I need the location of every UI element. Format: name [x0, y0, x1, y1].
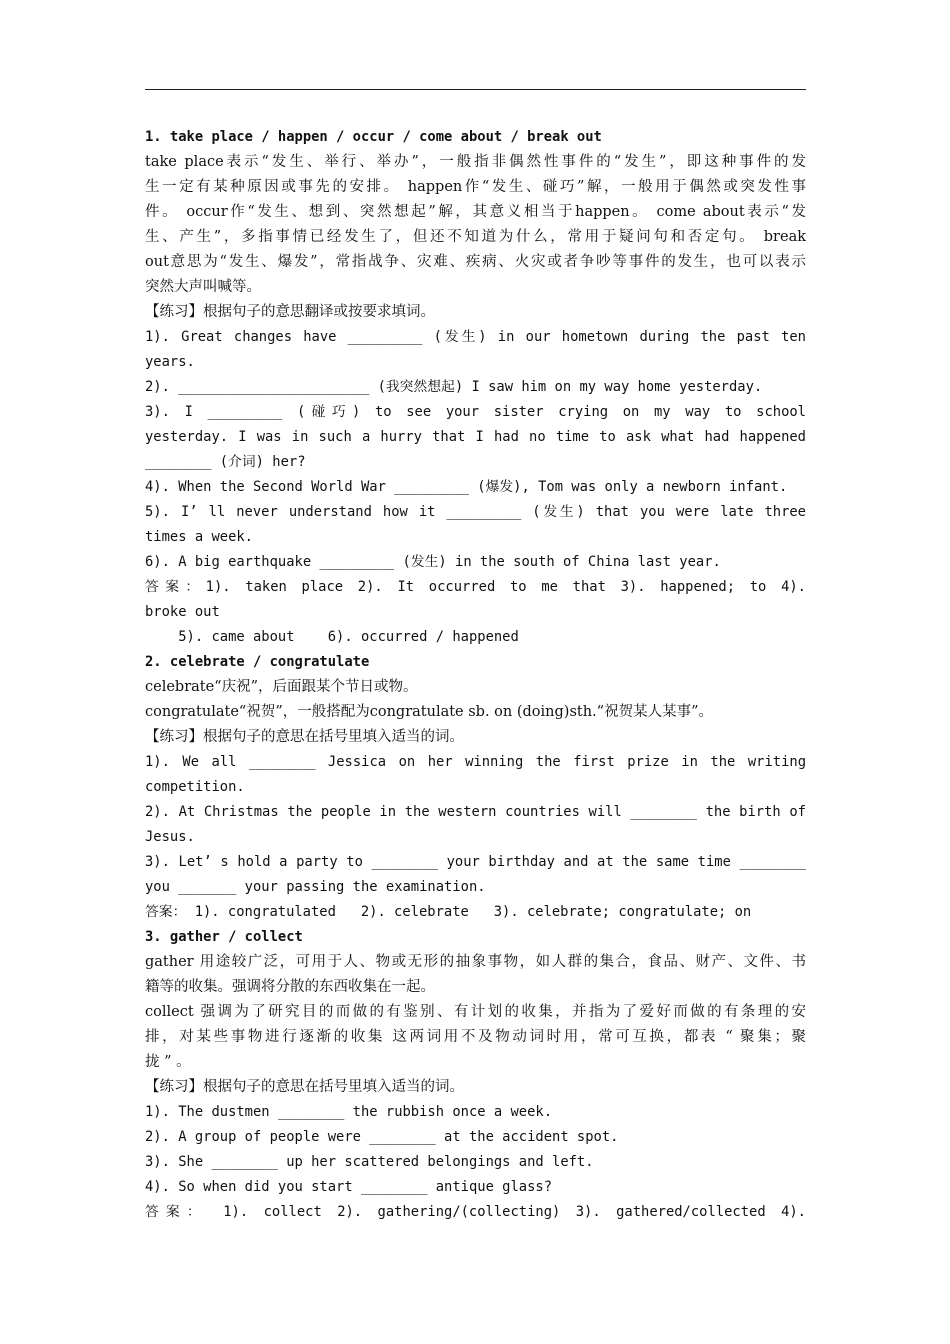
- text-line: out意思为“发生、爆发”，常指战争、灾难、疾病、火灾或者争吵等事件的发生，也可以表示: [145, 254, 806, 270]
- text-line: 答案： 1). congratulated 2). celebrate 3). celebrate; congratulate; on: [145, 904, 752, 920]
- text-line: 【练习】根据句子的意思在括号里填入适当的词。: [145, 1079, 464, 1095]
- text-line: 突然大声叫喊等。: [145, 279, 261, 295]
- text-line: 件。 occur作“发生、想到、突然想起”解，其意义相当于happen。 come about表示“发: [145, 204, 806, 220]
- text-line: take place表示“发生、举行、举办”，一般指非偶然性事件的“发生”，即这种事件的发: [145, 154, 806, 170]
- text-line: yesterday. I was in such a hurry that I had no time to ask what had happened: [145, 429, 806, 445]
- text-line: 1. take place / happen / occur / come about / break out: [145, 129, 602, 145]
- text-line: 3. gather / collect: [145, 929, 303, 945]
- text-line: 答案： 1). collect 2). gathering/(collecting) 3). gathered/collected 4).: [145, 1204, 806, 1220]
- text-line: 拢 ” 。: [145, 1054, 191, 1070]
- text-line: you _______ your passing the examination.: [145, 879, 486, 895]
- text-line: broke out: [145, 604, 220, 620]
- header-rule: [145, 89, 806, 90]
- text-line: competition.: [145, 779, 245, 795]
- text-line: 3). I _________ (碰巧) to see your sister crying on my way to school: [145, 404, 806, 420]
- text-line: 生一定有某种原因或事先的安排。 happen作“发生、碰巧”解，一般用于偶然或突发性事: [145, 179, 806, 195]
- text-line: 1). Great changes have _________ (发生) in our hometown during the past ten: [145, 329, 806, 345]
- text-line: 生、产生”，多指事情已经发生了，但还不知道为什么，常用于疑问句和否定句。 break: [145, 229, 806, 245]
- text-line: times a week.: [145, 529, 253, 545]
- text-line: 5). came about 6). occurred / happened: [145, 629, 519, 645]
- text-line: 2). At Christmas the people in the western countries will ________ the birth of: [145, 804, 806, 820]
- document-body: [145, 125, 806, 1225]
- text-line: 2). A group of people were ________ at the accident spot.: [145, 1129, 619, 1145]
- text-line: 2). _______________________ (我突然想起) I saw him on my way home yesterday.: [145, 379, 763, 395]
- text-line: 籍等的收集。强调将分散的东西收集在一起。: [145, 979, 435, 995]
- text-line: 4). When the Second World War _________ (爆发), Tom was only a newborn infant.: [145, 479, 788, 495]
- text-line: 【练习】根据句子的意思在括号里填入适当的词。: [145, 729, 464, 745]
- text-line: 答案：1). taken place 2). It occurred to me that 3). happened; to 4).: [145, 579, 806, 595]
- text-line: 2. celebrate / congratulate: [145, 654, 370, 670]
- text-line: 1). The dustmen ________ the rubbish once a week.: [145, 1104, 553, 1120]
- text-line: 4). So when did you start ________ antique glass?: [145, 1179, 553, 1195]
- text-line: 【练习】根据句子的意思翻译或按要求填词。: [145, 304, 435, 320]
- text-line: collect 强调为了研究目的而做的有鉴别、有计划的收集，并指为了爱好而做的有条理的安: [145, 1004, 806, 1020]
- text-line: 排，对某些事物进行逐渐的收集 这两词用不及物动词时用，常可互换，都表 “ 聚集；聚: [145, 1029, 806, 1045]
- text-line: congratulate“祝贺”，一般搭配为congratulate sb. on (doing)sth.“祝贺某人某事”。: [145, 704, 713, 720]
- text-line: celebrate“庆祝”，后面跟某个节日或物。: [145, 679, 418, 695]
- text-line: 3). Let’ s hold a party to ________ your birthday and at the same time ________: [145, 854, 806, 870]
- text-line: 3). She ________ up her scattered belongings and left.: [145, 1154, 594, 1170]
- text-line: years.: [145, 354, 195, 370]
- text-line: 6). A big earthquake _________ (发生) in the south of China last year.: [145, 554, 721, 570]
- text-line: 5). I’ ll never understand how it _________ (发生) that you were late three: [145, 504, 806, 520]
- text-line: gather 用途较广泛，可用于人、物或无形的抽象事物，如人群的集合，食品、财产、文件、书: [145, 954, 806, 970]
- text-line: ________ (介词) her?: [145, 454, 306, 470]
- text-line: Jesus.: [145, 829, 195, 845]
- text-line: 1). We all ________ Jessica on her winning the first prize in the writing: [145, 754, 806, 770]
